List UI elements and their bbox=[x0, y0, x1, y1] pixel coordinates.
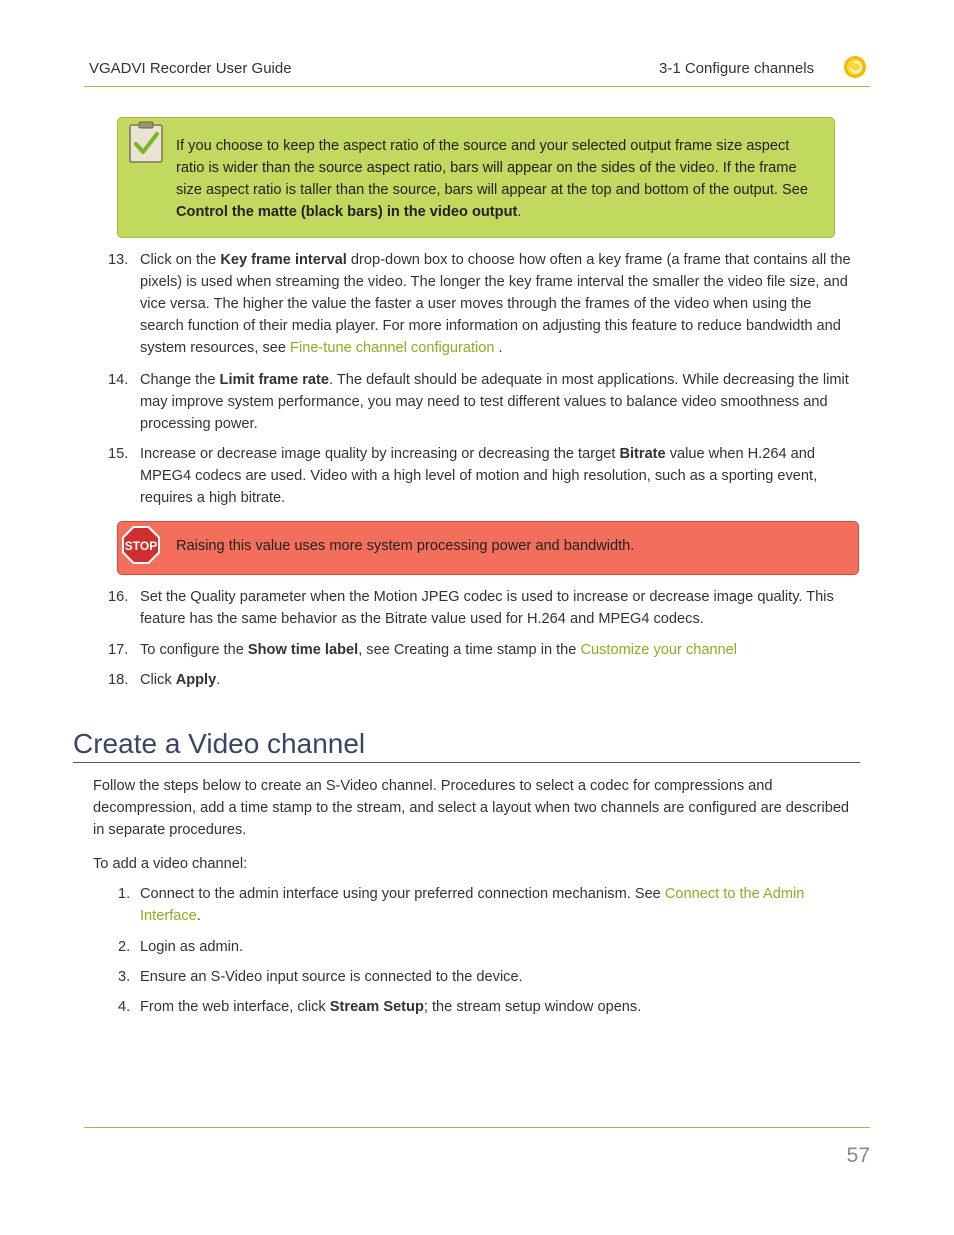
heading-rule bbox=[73, 762, 860, 763]
link-connect-to-admin-interface[interactable]: Connect to the Admin Interface bbox=[140, 886, 805, 924]
intro-paragraph: Follow the steps below to create an S-Video channel. Procedures to select a codec for compressions and decompression, add a time stamp to the stream, and select a layout when two channels are configured are described in separate procedures. bbox=[93, 778, 850, 838]
header-rule bbox=[84, 86, 870, 87]
stop-sign-icon bbox=[121, 525, 161, 565]
clipboard-check-icon bbox=[127, 120, 165, 164]
svg-text:STOP: STOP bbox=[124, 539, 158, 553]
link-customize-your-channel[interactable]: Customize your channel bbox=[580, 642, 738, 658]
footer-rule bbox=[84, 1127, 870, 1128]
warning-text: Raising this value uses more system processing power and bandwidth. bbox=[176, 538, 635, 554]
running-header-section: 3-1 Configure channels bbox=[659, 60, 815, 77]
note-text: If you choose to keep the aspect ratio of the source and your selected output frame size aspect ratio is wider than the source aspect ratio, bars will appear on the sides of the video. If the frame size aspect ratio is taller than the source, bars will appear at the top and bottom of the output. See Control the matte (black bars) in the video output. bbox=[176, 138, 808, 220]
section-heading: Create a Video channel bbox=[73, 728, 366, 759]
running-header-title: VGADVI Recorder User Guide bbox=[89, 60, 292, 77]
note-reference: Control the matte (black bars) in the video output bbox=[176, 204, 518, 220]
procedure-lead: To add a video channel: bbox=[93, 856, 248, 872]
page-number: 57 bbox=[846, 1144, 870, 1167]
link-fine-tune-channel-configuration[interactable]: Fine-tune channel configuration bbox=[290, 340, 495, 356]
sun-logo-icon bbox=[843, 55, 867, 79]
